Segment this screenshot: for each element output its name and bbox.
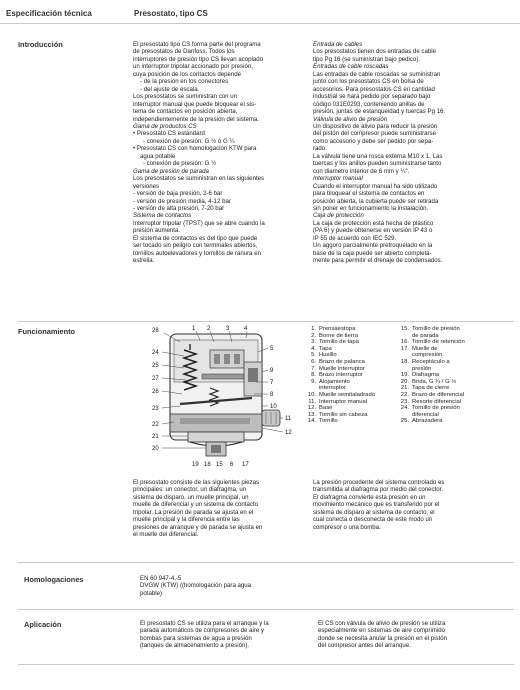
legend-label: Muelle semitaladrado xyxy=(319,391,375,398)
diagram-label: 26 xyxy=(152,389,159,395)
text-line: cual conecta o desconecta de este modo un xyxy=(313,516,433,524)
legend-number: 7. xyxy=(311,365,316,372)
legend-label: Tornillo de retención xyxy=(412,339,465,346)
diagram-label: 25 xyxy=(152,363,159,369)
text-line: - versión de baja presión, 2-6 bar xyxy=(133,190,223,198)
diagram-label: 15 xyxy=(216,462,223,468)
legend-label: Interruptor manual xyxy=(319,398,368,405)
legend-label: Brazo de diferencial xyxy=(412,391,465,398)
legend-label: Tornillo de tapa xyxy=(319,339,359,346)
intro-right-column xyxy=(313,41,513,265)
text-line: Válvula de alivio de presión xyxy=(313,115,388,123)
diagram-label: 20 xyxy=(152,446,159,452)
diagram-label: 27 xyxy=(152,376,159,382)
section-title-introduccion: Introducción xyxy=(18,40,63,49)
legend-number: 11. xyxy=(308,398,316,405)
legend-label: Husillo xyxy=(319,352,337,359)
legend-item xyxy=(398,418,516,425)
legend-label: Borne de tierra xyxy=(319,332,358,339)
legend-label: Tornillo de presión xyxy=(412,405,460,412)
legend-number: 16. xyxy=(400,339,409,346)
diagram-label: 28 xyxy=(152,328,159,334)
text-line: tornillos autoelevadores y tornillos de ranura en xyxy=(133,249,262,257)
legend-label: Tapa xyxy=(319,345,332,352)
legend-item xyxy=(305,405,397,412)
text-line: Caja de protección xyxy=(313,212,364,220)
legend-number: 23. xyxy=(400,398,409,405)
legend-number: 21. xyxy=(400,385,409,392)
legend-item xyxy=(398,405,516,412)
diagram-label: 2 xyxy=(207,326,211,332)
diagram-label: 8 xyxy=(270,392,274,398)
intro-left-column xyxy=(133,41,313,265)
homologaciones-list xyxy=(140,575,340,597)
text-line: transmitida al diafragma por medio del conector. xyxy=(313,486,444,494)
text-line: especialmente en sistemas de aire comprimido xyxy=(318,627,446,635)
legend-item xyxy=(398,366,516,373)
text-line: presiones de arranque y de parada se ajusta en xyxy=(133,523,263,531)
legend-item xyxy=(398,333,516,340)
legend-label: Base xyxy=(319,405,333,412)
diagram-label: 3 xyxy=(226,326,230,332)
text-line: con diametro interior de 6 mm y ¼". xyxy=(313,167,410,175)
diagram-label: 11 xyxy=(285,416,292,422)
text-line: Entradas de cable roscadas xyxy=(313,63,389,71)
text-line: Las entradas de cable roscadas se suministran xyxy=(313,70,441,78)
text-line: Los presostatos se suministran con un xyxy=(133,93,237,101)
text-line: El presostato CS se utiliza para el arranque y la xyxy=(140,620,269,627)
legend-number: 5. xyxy=(311,352,316,359)
text-line: (PA 6) y puede obtenerse en versión IP 43 o xyxy=(313,227,433,235)
legend-item xyxy=(305,418,397,425)
text-line: potable) xyxy=(140,589,163,597)
legend-item xyxy=(398,326,516,333)
diagram-label: 9 xyxy=(270,368,274,374)
legend-item xyxy=(398,399,516,406)
legend-number: 19. xyxy=(400,372,409,379)
aplicacion-right-text xyxy=(318,620,514,650)
text-line: posición abierta, la cubierta puede ser retirada xyxy=(313,197,439,205)
legend-item xyxy=(398,379,516,386)
legend-label: Muelle de xyxy=(412,345,438,352)
text-line: Un dispositivo de alivio para reducir la presión xyxy=(313,122,438,130)
legend-item xyxy=(398,385,516,392)
diagram-label: 24 xyxy=(152,350,159,356)
diagram-label: 1 xyxy=(192,326,196,332)
legend-label: Brazo de palanca xyxy=(319,358,365,365)
legend-item xyxy=(305,359,397,366)
legend-label: Alojamiento xyxy=(319,378,350,385)
text-line: tripolar. La presión de parada se ajusta en el xyxy=(133,508,254,516)
legend-label: compresión xyxy=(412,352,443,359)
legend-item xyxy=(305,412,397,419)
text-line: mente para permitir el drenaje de condensados. xyxy=(313,257,443,265)
text-line: muelle principal y la diferencia entre las xyxy=(133,516,240,524)
text-line: DVGW (KTW) ((homologación para agua xyxy=(140,582,252,590)
text-line: Interruptor tripolar (TPST) que se abre cuando la xyxy=(133,219,265,227)
legend-item xyxy=(398,339,516,346)
text-line: El diafragma convierte esta presión en un xyxy=(313,493,426,501)
text-line: - versión de alta presión, 7-20 bar xyxy=(133,204,225,212)
legend-item xyxy=(305,399,397,406)
legend-number: 25. xyxy=(400,418,409,425)
legend-item xyxy=(305,333,397,340)
legend-item xyxy=(398,352,516,359)
text-line: principales: un conector, un diafragma, un xyxy=(133,486,247,494)
diagram-label: 21 xyxy=(152,434,159,440)
legend-number: 6. xyxy=(311,358,316,365)
legend-number xyxy=(398,333,412,340)
text-line: Cuando el interruptor manual ha sido utilizado xyxy=(313,182,438,190)
pressure-switch-diagram xyxy=(140,324,308,472)
diagram-label: 23 xyxy=(152,406,159,412)
text-line: - conexión de presión: G ½ xyxy=(143,160,217,168)
diagram-label: 17 xyxy=(242,462,249,468)
legend-number: 14. xyxy=(307,418,316,425)
legend-label: Tornillo sin cabeza xyxy=(319,411,368,418)
legend-number: 10. xyxy=(307,391,316,398)
legend-item xyxy=(398,412,516,419)
legend-label: Brazo interruptor xyxy=(319,372,363,379)
legend-number: 8. xyxy=(311,372,316,379)
text-line: Los presostatos tienen dos entradas de cable xyxy=(313,48,436,56)
text-line: del compresor antes del arranque. xyxy=(318,642,411,650)
legend-item xyxy=(305,352,397,359)
legend-label: Brida, G ¼ / G ½ xyxy=(412,378,457,385)
parts-legend-right xyxy=(398,326,516,425)
text-line: estrella. xyxy=(133,257,155,265)
text-line: Sistema de contactos xyxy=(133,212,192,220)
funcionamiento-right-text xyxy=(313,479,513,531)
diagram-label: 4 xyxy=(244,326,248,332)
legend-number: 4. xyxy=(311,345,316,352)
text-line: El sistema de contactos es del tipo que puede xyxy=(133,234,258,242)
text-line: junto con los presostatos CS en bolsa de xyxy=(313,78,424,86)
text-line: muelle de diferencial y un sistema de contacto xyxy=(133,501,258,509)
text-line: industrial se hará pedido por separado bajo xyxy=(313,93,431,101)
legend-number: 18. xyxy=(400,358,409,365)
text-line: un interruptor tripolar accionado por presión, xyxy=(133,63,253,71)
diagram-label: 22 xyxy=(152,422,159,428)
text-line: sistema de disparo, un muelle principal, un xyxy=(133,493,249,501)
legend-item xyxy=(305,326,397,333)
legend-number: 20. xyxy=(400,378,409,385)
text-line: - de la presión en los conectores xyxy=(140,78,229,86)
text-line: - del ajuste de escala. xyxy=(140,85,200,93)
legend-label: presión xyxy=(412,365,432,372)
text-line: - conexión de presión: G ½ ó G ¼ xyxy=(143,137,235,145)
diagram-label: 6 xyxy=(230,462,234,468)
diagram-label: 18 xyxy=(204,462,211,468)
diagram-label: 19 xyxy=(192,462,199,468)
legend-number xyxy=(398,412,412,419)
text-line: IP 55 de acuerdo con IEC 529. xyxy=(313,234,397,242)
text-line: tuercas y los anillos pueden suministrarse tanto xyxy=(313,160,442,168)
diagram-label: 12 xyxy=(285,430,292,436)
legend-number: 13. xyxy=(307,411,316,418)
text-line: de presostatos de Danfoss. Todos los xyxy=(133,48,235,56)
text-line: El CS con válvula de alivio de presión se utiliza xyxy=(318,620,446,627)
legend-label: Receptáculo a xyxy=(412,358,450,365)
text-line: Entrada de cables xyxy=(313,41,363,48)
text-line: Gama de presión de parada xyxy=(133,167,209,175)
text-line: - versión de presión media, 4-12 bar xyxy=(133,197,231,205)
legend-label: Tornillo de presión xyxy=(412,326,460,332)
text-line: interruptores de presión tipo CS llevan acoplado xyxy=(133,55,264,63)
funcionamiento-left-text xyxy=(133,479,313,539)
legend-item xyxy=(305,346,397,353)
text-line: versiones xyxy=(133,182,160,190)
legend-number: 12. xyxy=(307,405,316,412)
legend-item xyxy=(398,359,516,366)
text-line: La presión procedente del sistema controlado es xyxy=(313,479,445,486)
text-line: EN 60 947-4,-5 xyxy=(140,575,182,582)
legend-label: Diafragma xyxy=(412,372,440,379)
text-line: presión aumenta. xyxy=(133,227,181,235)
legend-label: Prensaestopa xyxy=(319,326,356,332)
text-line: para bloquear el sistema de contactos en xyxy=(313,190,425,198)
diagram-label: 5 xyxy=(270,346,274,352)
section-rule-funcionamiento xyxy=(18,321,514,322)
page-header xyxy=(0,0,520,24)
header-left-title: Especificación técnica xyxy=(6,9,92,18)
legend-number: 24. xyxy=(400,405,409,412)
text-line: Gama de productos CS xyxy=(133,122,197,130)
text-line: interruptor manual que puede bloquear el sis- xyxy=(133,100,256,108)
legend-label: Resorte diferencial xyxy=(412,398,462,405)
text-line: sin poner en funcionamiento la instalación. xyxy=(313,204,429,212)
section-rule-bottom xyxy=(18,664,514,665)
legend-label: Tapa de cierre xyxy=(412,385,450,392)
text-line: • Presostato CS estándard xyxy=(133,130,205,138)
text-line: parada automáticos de compresores de aire y xyxy=(140,627,264,635)
text-line: Un aggoro parcialmente pretroquelado en la xyxy=(313,242,433,250)
legend-label: Muelle interruptor xyxy=(319,365,365,372)
legend-number: 15. xyxy=(400,326,409,332)
legend-number xyxy=(398,366,412,373)
text-line: bombas para sistemas de agua a presión xyxy=(140,634,252,642)
text-line: el muelle del diferencial. xyxy=(133,531,199,539)
legend-item xyxy=(305,372,397,379)
text-line: sistema de disparo al sistema de contacto, el xyxy=(313,508,435,516)
text-line: La válvula tiene una rosca externa M10 x 1. Las xyxy=(313,152,443,160)
parts-legend-left xyxy=(305,326,397,425)
text-line: donde se necesita anular la presión en el pistón xyxy=(318,634,448,642)
section-rule-aplicacion xyxy=(18,609,514,610)
legend-item xyxy=(398,372,516,379)
text-line: La caja de protección está hecha de plástico xyxy=(313,219,434,227)
text-line: código 031E0293, conteniendo anillas de xyxy=(313,100,425,108)
legend-label: Tornillo xyxy=(319,418,338,425)
legend-item xyxy=(305,385,397,392)
legend-number xyxy=(305,385,319,392)
text-line: rado. xyxy=(313,145,327,153)
text-line: Interruptor manual xyxy=(313,175,363,183)
diagram-label: 7 xyxy=(270,380,274,386)
text-line: cuya posición de los contactos depende xyxy=(133,70,242,78)
aplicacion-left-text xyxy=(140,620,316,650)
text-line: ser tocado sin peligro con terminales abiertos, xyxy=(133,242,258,250)
text-line: independientemente de la presión del sistema. xyxy=(133,115,260,123)
text-line: presión, juntas de estanqueidad y tuercas Pg 16. xyxy=(313,108,446,116)
legend-number: 22. xyxy=(400,391,409,398)
text-line: accesorios. Para presostatos CS en cantidad xyxy=(313,85,435,93)
text-line: tema de contactos en posición abierta, xyxy=(133,108,238,116)
text-line: El presostato consiste de las siguientes piezas xyxy=(133,479,260,486)
text-line: del pistón del compresor puede suministrarse xyxy=(313,130,436,138)
diagram-label: 10 xyxy=(270,404,277,410)
section-title-aplicacion: Aplicación xyxy=(24,620,62,629)
header-rule xyxy=(0,23,520,24)
legend-number: 9. xyxy=(311,378,316,385)
text-line: agua potable xyxy=(140,152,176,160)
legend-item xyxy=(305,379,397,386)
legend-item xyxy=(305,339,397,346)
legend-item xyxy=(305,392,397,399)
legend-number xyxy=(398,352,412,359)
legend-number: 1. xyxy=(311,326,316,332)
text-line: movimiento mecánico que es transferido por el xyxy=(313,501,440,509)
legend-label: Abrazadera xyxy=(412,418,443,425)
legend-label: de parada xyxy=(412,332,439,339)
legend-item xyxy=(305,366,397,373)
legend-number: 2. xyxy=(311,332,316,339)
text-line: base de la caja puede ser abierto completa- xyxy=(313,249,432,257)
text-line: • Presostato CS con homologación KTW para xyxy=(133,145,257,153)
legend-number: 3. xyxy=(311,339,316,346)
section-rule-homologaciones xyxy=(18,562,514,563)
text-line: compresor o una bomba. xyxy=(313,523,381,531)
text-line: Los presostatos se suministran en las siguientes xyxy=(133,175,265,183)
legend-item xyxy=(398,392,516,399)
section-title-homologaciones: Homologaciones xyxy=(24,575,84,584)
legend-label: diferencial xyxy=(412,411,439,418)
text-line: como accesorio y debe ser pedido por sepa- xyxy=(313,137,434,145)
legend-number: 17. xyxy=(400,345,409,352)
header-right-title: Presostato, tipo CS xyxy=(134,9,208,18)
text-line: (tanques de almacenamiento a presión). xyxy=(140,642,250,650)
legend-item xyxy=(398,346,516,353)
section-title-funcionamiento: Funcionamiento xyxy=(18,327,76,336)
legend-label: interruptor xyxy=(319,385,346,392)
text-line: tipo Pg 16 (se suministran bajo pedico). xyxy=(313,55,421,63)
text-line: El presostato tipo CS forma parte del programa xyxy=(133,41,261,48)
